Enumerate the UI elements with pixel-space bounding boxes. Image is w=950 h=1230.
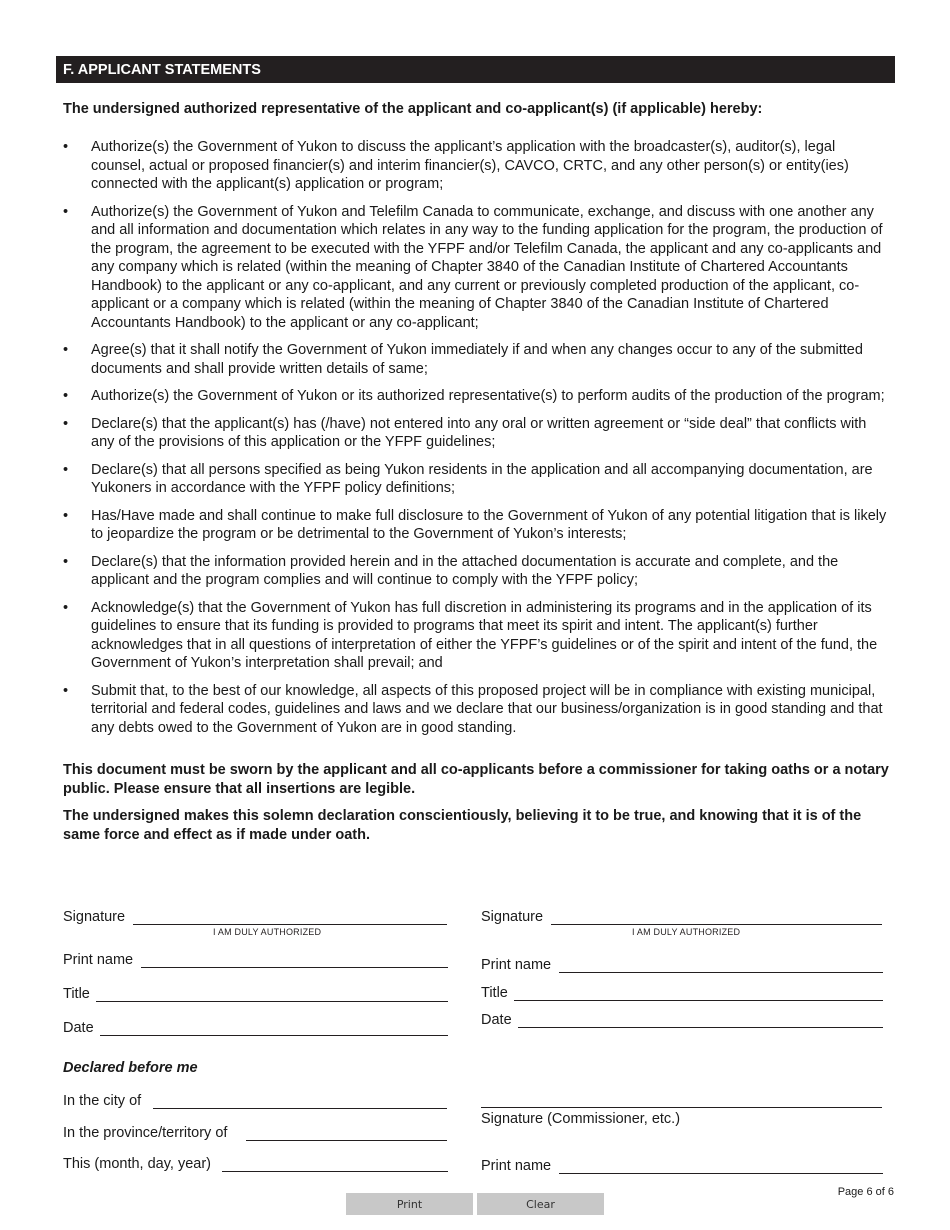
list-item: • Declare(s) that the applicant(s) has (/have) not entered into any oral or written agreement or “side deal” that conflicts with any of the provisions of this application or the YFPF guidelines;: [63, 415, 867, 450]
applicant-statements-section: [56, 56, 895, 853]
bullet-icon: •: [63, 507, 69, 524]
list-item: • Authorize(s) the Government of Yukon or its authorized representative(s) to perform audits of the production of the program;: [63, 388, 885, 404]
sworn-note: This document must be sworn by the applicant and all co-applicants before a commissioner for taking oaths or a notary public. Please ensure that all insertions are legible.: [63, 762, 889, 797]
declaration-text: The undersigned makes this solemn declaration conscientiously, believing it to be true, and knowing that it is of the same force and effect as if made under oath.: [63, 808, 862, 843]
city-field[interactable]: [153, 1108, 447, 1109]
bullet-icon: •: [63, 388, 69, 404]
right-authorized-note: I AM DULY AUTHORIZED: [632, 927, 741, 937]
commissioner-print-name-field[interactable]: [559, 1173, 883, 1174]
bullet-icon: •: [63, 415, 69, 432]
bullet-icon: •: [63, 139, 69, 155]
commissioner-print-name-label: Print name: [481, 1158, 552, 1174]
page-number: Page 6 of 6: [837, 1186, 894, 1198]
province-field[interactable]: [246, 1140, 447, 1141]
print-button[interactable]: Print: [346, 1193, 473, 1215]
city-label: In the city of: [63, 1093, 142, 1109]
bullet-icon: •: [63, 342, 69, 358]
left-date-label: Date: [63, 1020, 94, 1036]
list-item: • Declare(s) that all persons specified as being Yukon residents in the application and all accompanying documentation, are Yukoners in accordance with the YFPF policy definitions;: [63, 461, 873, 496]
left-signature-field[interactable]: [133, 924, 447, 925]
right-signature-label: Signature: [481, 909, 544, 925]
statements-list: [56, 138, 895, 737]
declared-date-label: This (month, day, year): [63, 1156, 212, 1172]
left-print-name-label: Print name: [63, 952, 134, 968]
left-date-field[interactable]: [100, 1035, 448, 1036]
right-signature-field[interactable]: [551, 924, 882, 925]
declared-date-field[interactable]: [222, 1171, 448, 1172]
intro-text: The undersigned authorized representative of the applicant and co-applicant(s) (if applicable) hereby:: [63, 101, 763, 117]
list-item: • Authorize(s) the Government of Yukon to discuss the applicant’s application with the broadcaster(s), auditor(s), legal counsel, actual or proposed financier(s) and interim financier(s), CAVCO, CRTC, and any other person(s) or entity(ies) connected with the applicant(s) application or program;: [63, 139, 849, 192]
declared-heading: Declared before me: [63, 1060, 198, 1076]
list-item: • Acknowledge(s) that the Government of Yukon has full discretion in administering its programs and in the application of its guidelines to ensure that its funding is provided to programs that meet its spirit and intent. The applicant(s) further acknowledges that in all questions of interpretation of either the YFPF’s guidelines or of the spirit and intent of the fund, the Government of Yukon’s interpretation shall prevail; and: [63, 599, 878, 671]
bullet-icon: •: [63, 553, 69, 570]
left-authorized-note: I AM DULY AUTHORIZED: [213, 927, 322, 937]
list-item: • Declare(s) that the information provided herein and in the attached documentation is accurate and complete, and the applicant and the program complies and will continue to comply with the YFPF policy;: [63, 553, 839, 588]
left-signature-label: Signature: [63, 909, 126, 925]
right-title-label: Title: [481, 985, 508, 1001]
section-title: F. APPLICANT STATEMENTS: [56, 56, 895, 83]
clear-button[interactable]: Clear: [477, 1193, 604, 1215]
commissioner-signature-label: Signature (Commissioner, etc.): [481, 1111, 681, 1127]
bullet-icon: •: [63, 682, 69, 699]
right-print-name-field[interactable]: [559, 972, 883, 973]
bullet-icon: •: [63, 203, 69, 220]
province-label: In the province/territory of: [63, 1125, 228, 1141]
bullet-icon: •: [63, 599, 69, 616]
left-title-field[interactable]: [96, 1001, 448, 1002]
right-date-label: Date: [481, 1012, 512, 1028]
list-item: • Has/Have made and shall continue to make full disclosure to the Government of Yukon of any potential litigation that is likely to jeopardize the program or be detrimental to the Government of Yukon’s interests;: [63, 507, 887, 542]
right-title-field[interactable]: [514, 1000, 883, 1001]
list-item: • Agree(s) that it shall notify the Government of Yukon immediately if and when any changes occur to any of the submitted documents and shall provide written details of same;: [63, 342, 863, 377]
commissioner-signature-field[interactable]: [481, 1107, 882, 1108]
left-print-name-field[interactable]: [141, 967, 448, 968]
list-item: • Authorize(s) the Government of Yukon and Telefilm Canada to communicate, exchange, and discuss with one another any and all information and documentation which relates in any way to the funding application for the program, the production of the program, the agreement to be executed with the YFPF and/or Telefilm Canada, the applicant and any co-applicants and any company which is related (within the meaning of Chapter 3840 of the Canadian Institute of Chartered Accountants Handbook) to the applicant or any co-applicant, and any current or previously completed production of the applicant, co-applicant or a company which is related (within the meaning of Chapter 3840 of the Canadian Institute of Chartered Accountants Handbook) to the applicant or any co-applicant;: [63, 203, 883, 331]
left-title-label: Title: [63, 986, 90, 1002]
bullet-icon: •: [63, 461, 69, 478]
right-print-name-label: Print name: [481, 957, 552, 973]
right-date-field[interactable]: [518, 1027, 883, 1028]
list-item: • Submit that, to the best of our knowledge, all aspects of this proposed project will be in compliance with existing municipal, territorial and federal codes, guidelines and laws and we declare that our business/organization is in good standing and that any debts owed to the Government of Yukon are in good standing.: [63, 682, 883, 736]
